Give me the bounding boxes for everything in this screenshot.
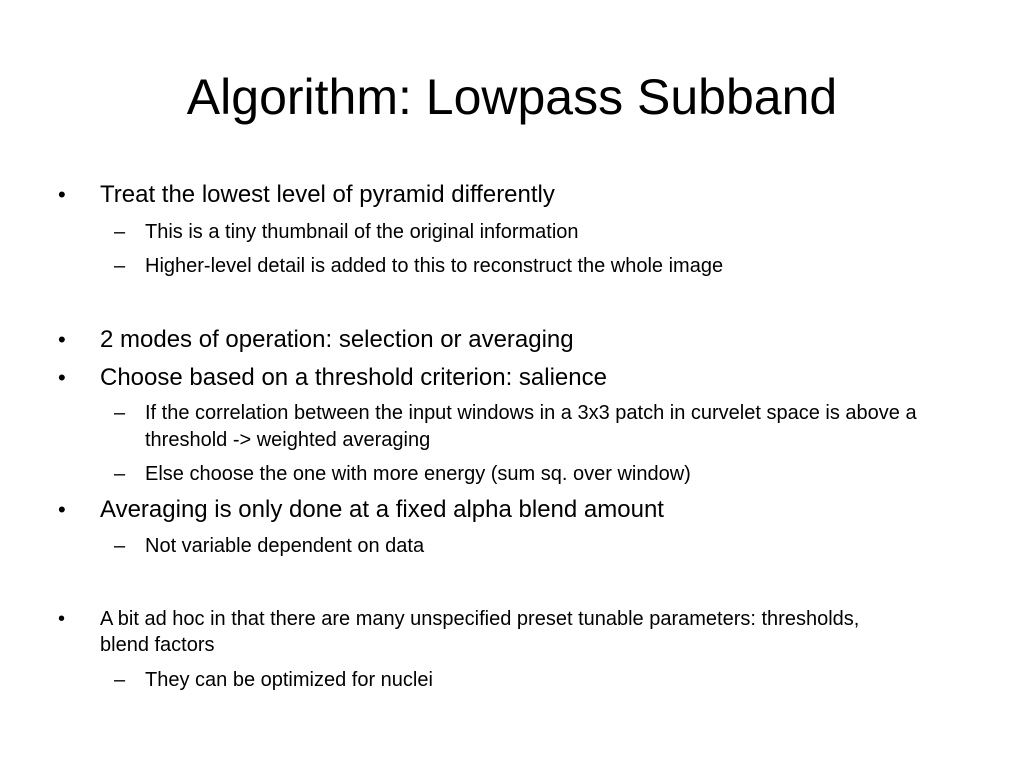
slide-title: Algorithm: Lowpass Subband <box>186 69 838 125</box>
bullet-marker: • <box>58 365 66 390</box>
dash-marker: – <box>114 402 126 424</box>
sub-bullet-text: This is a tiny thumbnail of the original information <box>145 221 579 243</box>
sub-bullet-text: They can be optimized for nuclei <box>145 669 433 691</box>
bullet-text: A bit ad hoc in that there are many unspecified preset tunable parameters: thresholds, blend factors <box>100 608 860 656</box>
dash-marker: – <box>114 221 126 243</box>
sub-bullet-text: Higher-level detail is added to this to reconstruct the whole image <box>145 255 724 277</box>
bullet-text: 2 modes of operation: selection or averaging <box>100 326 574 353</box>
bullet-marker: • <box>58 497 66 522</box>
sub-bullet-text: Else choose the one with more energy (sum sq. over window) <box>145 463 691 485</box>
dash-marker: – <box>114 255 126 277</box>
dash-marker: – <box>114 669 126 691</box>
sub-bullet-text: Not variable dependent on data <box>145 535 425 557</box>
bullet-text: Choose based on a threshold criterion: salience <box>100 364 607 391</box>
bullet-marker: • <box>58 327 66 352</box>
sub-bullet-text: If the correlation between the input windows in a 3x3 patch in curvelet space is above a threshold -> weighted averaging <box>145 402 917 451</box>
bullet-marker: • <box>58 182 66 207</box>
dash-marker: – <box>114 463 126 485</box>
dash-marker: – <box>114 535 126 557</box>
bullet-marker: • <box>58 608 66 630</box>
bullet-text: Averaging is only done at a fixed alpha blend amount <box>100 496 664 523</box>
bullet-text: Treat the lowest level of pyramid differently <box>100 181 555 208</box>
